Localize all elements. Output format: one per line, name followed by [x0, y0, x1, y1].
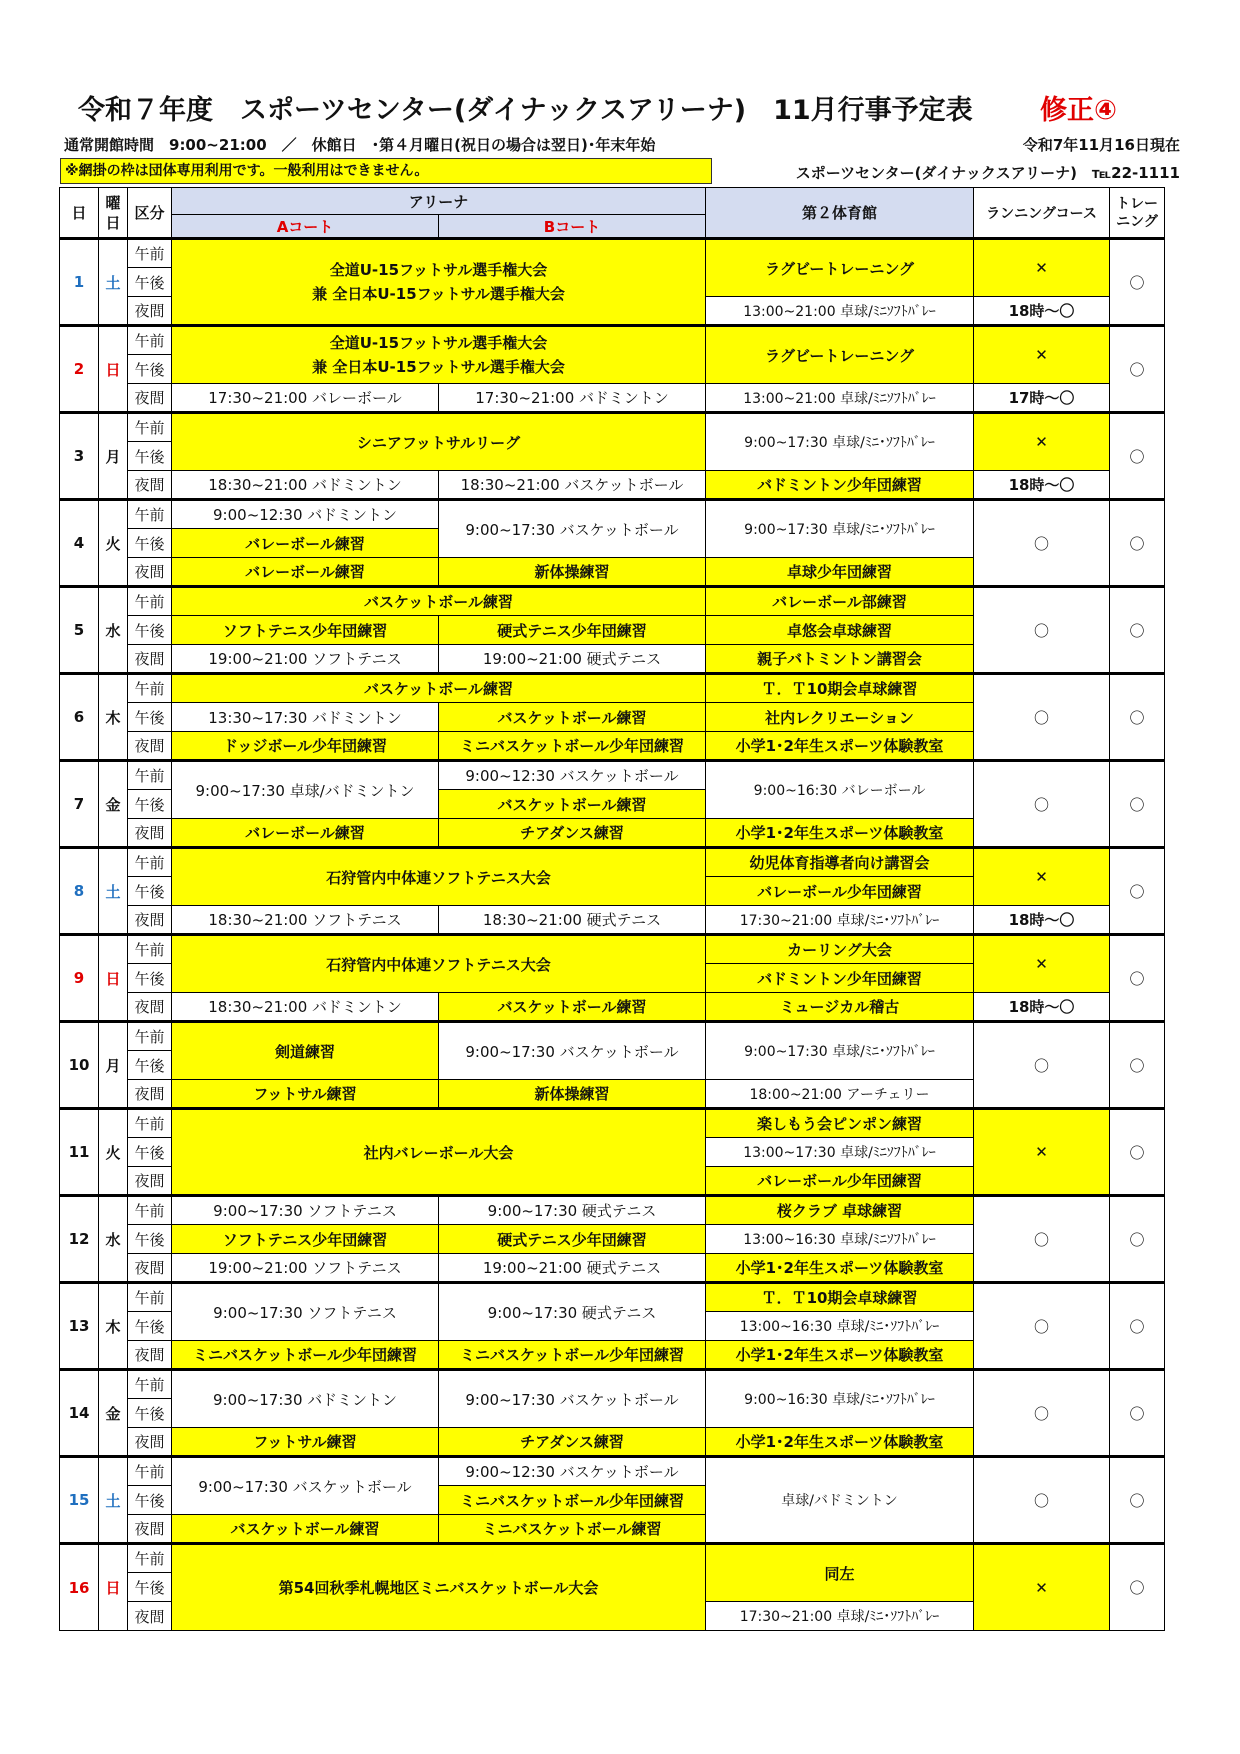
period-label: 夜間 — [128, 1515, 172, 1544]
court-b-booking: 19:00~21:00 硬式テニス — [439, 1254, 706, 1283]
open-icon: 〇 — [1110, 239, 1165, 326]
day-number: 10 — [60, 1022, 99, 1109]
open-icon: 〇 — [1110, 1196, 1165, 1283]
day-number: 16 — [60, 1544, 99, 1631]
period-label: 午前 — [128, 1544, 172, 1573]
court-a-booking: 17:30~21:00 バレーボール — [172, 384, 439, 413]
header-running-course: ランニングコース — [974, 188, 1110, 239]
period-label: 午後 — [128, 877, 172, 906]
period-label: 午後 — [128, 268, 172, 297]
court-b-booking: チアダンス練習 — [439, 1428, 706, 1457]
closed-icon: ✕ — [974, 935, 1110, 993]
court-a-booking: 13:30~17:30 バドミントン — [172, 703, 439, 732]
day-number: 14 — [60, 1370, 99, 1457]
period-label: 午前 — [128, 848, 172, 877]
schedule-row — [60, 1109, 1165, 1138]
court-a-booking: 9:00~17:30 バドミントン — [172, 1370, 439, 1428]
court-b-booking: ミニバスケットボール少年団練習 — [439, 1486, 706, 1515]
open-icon: 〇 — [974, 1022, 1110, 1109]
period-label: 夜間 — [128, 297, 172, 326]
period-label: 午後 — [128, 790, 172, 819]
schedule-row — [60, 1283, 1165, 1312]
court-a-booking: 9:00~12:30 バドミントン — [172, 500, 439, 529]
court-b-booking: バスケットボール練習 — [439, 703, 706, 732]
arena-booking: 石狩管内中体連ソフトテニス大会 — [172, 935, 706, 993]
open-icon: 〇 — [1110, 1370, 1165, 1457]
weekday: 金 — [99, 1370, 128, 1457]
schedule-row — [60, 587, 1165, 616]
day-number: 6 — [60, 674, 99, 761]
period-label: 午前 — [128, 500, 172, 529]
schedule-row — [60, 935, 1165, 964]
gym2-booking: バレーボール少年団練習 — [706, 877, 974, 906]
gym2-booking: 9:00~16:30 卓球/ﾐﾆ･ｿﾌﾄﾊﾞﾚｰ — [706, 1370, 974, 1428]
arena-booking: 第54回秋季札幌地区ミニバスケットボール大会 — [172, 1544, 706, 1631]
gym2-booking: 卓球少年団練習 — [706, 558, 974, 587]
day-number: 8 — [60, 848, 99, 935]
open-icon: 〇 — [1110, 1457, 1165, 1544]
period-label: 夜間 — [128, 645, 172, 674]
court-a-booking: ソフトテニス少年団練習 — [172, 616, 439, 645]
open-icon: 〇 — [974, 500, 1110, 587]
gym2-booking: Ｔ．Ｔ10期会卓球練習 — [706, 674, 974, 703]
period-label: 午前 — [128, 935, 172, 964]
gym2-booking: 幼児体育指導者向け講習会 — [706, 848, 974, 877]
period-label: 夜間 — [128, 993, 172, 1022]
open-icon: 〇 — [974, 1370, 1110, 1457]
court-b-booking: 9:00~17:30 硬式テニス — [439, 1196, 706, 1225]
period-label: 午後 — [128, 529, 172, 558]
period-label: 午前 — [128, 1109, 172, 1138]
arena-booking: 社内バレーボール大会 — [172, 1109, 706, 1196]
period-label: 夜間 — [128, 558, 172, 587]
open-icon: 〇 — [1110, 848, 1165, 935]
court-b-booking: 9:00~17:30 バスケットボール — [439, 1022, 706, 1080]
arena-booking: シニアフットサルリーグ — [172, 413, 706, 471]
period-label: 午前 — [128, 326, 172, 355]
weekday: 火 — [99, 500, 128, 587]
court-b-booking: 新体操練習 — [439, 1080, 706, 1109]
period-label: 午前 — [128, 761, 172, 790]
day-number: 7 — [60, 761, 99, 848]
day-number: 3 — [60, 413, 99, 500]
period-label: 夜間 — [128, 1167, 172, 1196]
open-icon: 〇 — [1110, 1022, 1165, 1109]
weekday: 月 — [99, 1022, 128, 1109]
gym2-booking: 親子バトミントン講習会 — [706, 645, 974, 674]
gym2-booking: カーリング大会 — [706, 935, 974, 964]
gym2-booking: 13:00~17:30 卓球/ﾐﾆｿﾌﾄﾊﾞﾚｰ — [706, 1138, 974, 1167]
header-court-b: Bコート — [439, 215, 706, 239]
schedule-row — [60, 674, 1165, 703]
gym2-booking: 13:00~21:00 卓球/ﾐﾆｿﾌﾄﾊﾞﾚｰ — [706, 384, 974, 413]
period-label: 夜間 — [128, 1428, 172, 1457]
weekday: 水 — [99, 587, 128, 674]
gym2-booking: 9:00~17:30 卓球/ﾐﾆ･ｿﾌﾄﾊﾞﾚｰ — [706, 413, 974, 471]
day-number: 9 — [60, 935, 99, 1022]
gym2-booking: 楽しもう会ピンポン練習 — [706, 1109, 974, 1138]
period-label: 午前 — [128, 239, 172, 268]
gym2-booking: 卓悠会卓球練習 — [706, 616, 974, 645]
court-b-booking: 硬式テニス少年団練習 — [439, 1225, 706, 1254]
gym2-booking: バレーボール部練習 — [706, 587, 974, 616]
header-day: 日 — [60, 188, 99, 239]
court-a-booking: ミニバスケットボール少年団練習 — [172, 1341, 439, 1370]
court-a-booking: 9:00~17:30 ソフトテニス — [172, 1196, 439, 1225]
gym2-booking: 社内レクリエーション — [706, 703, 974, 732]
period-label: 午前 — [128, 1370, 172, 1399]
schedule-row — [60, 413, 1165, 442]
running-course-note: 18時～〇 — [974, 906, 1110, 935]
period-label: 午前 — [128, 587, 172, 616]
period-label: 午前 — [128, 1283, 172, 1312]
weekday: 火 — [99, 1109, 128, 1196]
gym2-booking: 9:00~16:30 バレーボール — [706, 761, 974, 819]
open-icon: 〇 — [1110, 935, 1165, 1022]
running-course-note: 18時～〇 — [974, 993, 1110, 1022]
court-b-booking: ミニバスケットボール少年団練習 — [439, 1341, 706, 1370]
court-a-booking: バレーボール練習 — [172, 558, 439, 587]
open-icon: 〇 — [1110, 326, 1165, 413]
header-training: トレーニング — [1110, 188, 1165, 239]
court-a-booking: ソフトテニス少年団練習 — [172, 1225, 439, 1254]
arena-booking: バスケットボール練習 — [172, 587, 706, 616]
period-label: 午後 — [128, 1138, 172, 1167]
open-icon: 〇 — [1110, 500, 1165, 587]
day-number: 1 — [60, 239, 99, 326]
period-label: 午後 — [128, 442, 172, 471]
court-a-booking: フットサル練習 — [172, 1080, 439, 1109]
schedule-table — [59, 187, 1165, 1631]
header-gym2: 第２体育館 — [706, 188, 974, 239]
period-label: 午後 — [128, 703, 172, 732]
page-title: 令和７年度 スポーツセンター(ダイナックスアリーナ) 11月行事予定表 — [78, 95, 973, 126]
court-a-booking: ドッジボール少年団練習 — [172, 732, 439, 761]
period-label: 午後 — [128, 1573, 172, 1602]
schedule-row — [60, 1196, 1165, 1225]
court-a-booking: 9:00~17:30 卓球/バドミントン — [172, 761, 439, 819]
period-label: 夜間 — [128, 1254, 172, 1283]
court-b-booking: 新体操練習 — [439, 558, 706, 587]
schedule-row — [60, 500, 1165, 529]
as-of-date: 令和7年11月16日現在 — [1022, 136, 1180, 154]
open-icon: 〇 — [1110, 1283, 1165, 1370]
weekday: 土 — [99, 1457, 128, 1544]
gym2-booking: Ｔ．Ｔ10期会卓球練習 — [706, 1283, 974, 1312]
court-a-booking: 19:00~21:00 ソフトテニス — [172, 1254, 439, 1283]
court-a-booking: 9:00~17:30 ソフトテニス — [172, 1283, 439, 1341]
open-icon: 〇 — [1110, 1544, 1165, 1631]
schedule-row — [60, 848, 1165, 877]
gym2-booking: 9:00~17:30 卓球/ﾐﾆ･ｿﾌﾄﾊﾞﾚｰ — [706, 1022, 974, 1080]
running-course-note: 18時～〇 — [974, 471, 1110, 500]
schedule-row — [60, 906, 1165, 935]
open-icon: 〇 — [1110, 587, 1165, 674]
weekday: 日 — [99, 935, 128, 1022]
open-icon: 〇 — [1110, 761, 1165, 848]
closed-icon: ✕ — [974, 326, 1110, 384]
running-course-note: 17時～〇 — [974, 384, 1110, 413]
weekday: 日 — [99, 1544, 128, 1631]
period-label: 午後 — [128, 964, 172, 993]
arena-booking: 全道U-15フットサル選手権大会 兼 全日本U-15フットサル選手権大会 — [172, 239, 706, 326]
court-b-booking: バスケットボール練習 — [439, 790, 706, 819]
weekday: 月 — [99, 413, 128, 500]
schedule-row — [60, 761, 1165, 790]
period-label: 夜間 — [128, 732, 172, 761]
gym2-booking: 17:30~21:00 卓球/ﾐﾆ･ｿﾌﾄﾊﾞﾚｰ — [706, 906, 974, 935]
closed-icon: ✕ — [974, 1544, 1110, 1631]
schedule-row — [60, 1457, 1165, 1486]
closed-icon: ✕ — [974, 239, 1110, 297]
court-a-booking: 剣道練習 — [172, 1022, 439, 1080]
court-b-booking: 9:00~17:30 バスケットボール — [439, 1370, 706, 1428]
court-a-booking: 19:00~21:00 ソフトテニス — [172, 645, 439, 674]
gym2-booking: ラグビートレーニング — [706, 326, 974, 384]
gym2-booking: 13:00~16:30 卓球/ﾐﾆ･ｿﾌﾄﾊﾞﾚｰ — [706, 1312, 974, 1341]
weekday: 土 — [99, 848, 128, 935]
arena-booking: 石狩管内中体連ソフトテニス大会 — [172, 848, 706, 906]
court-b-booking: 硬式テニス少年団練習 — [439, 616, 706, 645]
period-label: 午後 — [128, 1312, 172, 1341]
court-a-booking: フットサル練習 — [172, 1428, 439, 1457]
schedule-row — [60, 384, 1165, 413]
court-b-booking: 18:30~21:00 硬式テニス — [439, 906, 706, 935]
gym2-booking: 小学1･2年生スポーツ体験教室 — [706, 1341, 974, 1370]
court-b-booking: バスケットボール練習 — [439, 993, 706, 1022]
court-a-booking: 18:30~21:00 バドミントン — [172, 993, 439, 1022]
day-number: 11 — [60, 1109, 99, 1196]
contact-info: スポーツセンター(ダイナックスアリーナ) ℡22-1111 — [795, 164, 1180, 182]
court-b-booking: ミニバスケットボール少年団練習 — [439, 732, 706, 761]
schedule-row — [60, 993, 1165, 1022]
gym2-booking: 小学1･2年生スポーツ体験教室 — [706, 1428, 974, 1457]
court-a-booking: バレーボール練習 — [172, 529, 439, 558]
court-b-booking: チアダンス練習 — [439, 819, 706, 848]
period-label: 午前 — [128, 1196, 172, 1225]
day-number: 2 — [60, 326, 99, 413]
schedule-row — [60, 1022, 1165, 1051]
court-b-booking: 9:00~12:30 バスケットボール — [439, 1457, 706, 1486]
header-arena: アリーナ — [172, 188, 706, 215]
opening-hours: 通常開館時間 9:00~21:00 ／ 休館日 ･第４月曜日(祝日の場合は翌日)･年末年始 — [64, 136, 656, 154]
court-a-booking: バレーボール練習 — [172, 819, 439, 848]
gym2-booking: 13:00~21:00 卓球/ﾐﾆｿﾌﾄﾊﾞﾚｰ — [706, 297, 974, 326]
court-b-booking: 9:00~17:30 バスケットボール — [439, 500, 706, 558]
schedule-row — [60, 326, 1165, 355]
day-number: 5 — [60, 587, 99, 674]
weekday: 水 — [99, 1196, 128, 1283]
period-label: 午後 — [128, 1486, 172, 1515]
court-a-booking: 18:30~21:00 ソフトテニス — [172, 906, 439, 935]
schedule-row — [60, 239, 1165, 268]
court-a-booking: バスケットボール練習 — [172, 1515, 439, 1544]
shading-note: ※網掛の枠は団体専用利用です。一般利用はできません。 — [60, 158, 712, 184]
weekday: 木 — [99, 1283, 128, 1370]
running-course-note: 18時～〇 — [974, 297, 1110, 326]
period-label: 午前 — [128, 413, 172, 442]
gym2-booking: 18:00~21:00 アーチェリー — [706, 1080, 974, 1109]
period-label: 午後 — [128, 1051, 172, 1080]
weekday: 金 — [99, 761, 128, 848]
gym2-booking: 小学1･2年生スポーツ体験教室 — [706, 1254, 974, 1283]
closed-icon: ✕ — [974, 848, 1110, 906]
court-b-booking: 18:30~21:00 バスケットボール — [439, 471, 706, 500]
weekday: 日 — [99, 326, 128, 413]
court-a-booking: 9:00~17:30 バスケットボール — [172, 1457, 439, 1515]
open-icon: 〇 — [1110, 413, 1165, 500]
header-weekday: 曜日 — [99, 188, 128, 239]
weekday: 土 — [99, 239, 128, 326]
gym2-booking: ミュージカル稽古 — [706, 993, 974, 1022]
gym2-booking: 小学1･2年生スポーツ体験教室 — [706, 732, 974, 761]
open-icon: 〇 — [974, 587, 1110, 674]
schedule-row — [60, 1370, 1165, 1399]
gym2-booking: バドミントン少年団練習 — [706, 964, 974, 993]
period-label: 午後 — [128, 1225, 172, 1254]
court-b-booking: 9:00~12:30 バスケットボール — [439, 761, 706, 790]
period-label: 夜間 — [128, 1602, 172, 1631]
open-icon: 〇 — [974, 1283, 1110, 1370]
weekday: 木 — [99, 674, 128, 761]
open-icon: 〇 — [974, 1196, 1110, 1283]
period-label: 午前 — [128, 1022, 172, 1051]
day-number: 13 — [60, 1283, 99, 1370]
gym2-booking: 桜クラブ 卓球練習 — [706, 1196, 974, 1225]
open-icon: 〇 — [1110, 1109, 1165, 1196]
gym2-booking: バドミントン少年団練習 — [706, 471, 974, 500]
court-b-booking: 9:00~17:30 硬式テニス — [439, 1283, 706, 1341]
court-b-booking: ミニバスケットボール練習 — [439, 1515, 706, 1544]
gym2-booking: 13:00~16:30 卓球/ﾐﾆｿﾌﾄﾊﾞﾚｰ — [706, 1225, 974, 1254]
court-a-booking: 18:30~21:00 バドミントン — [172, 471, 439, 500]
open-icon: 〇 — [974, 761, 1110, 848]
revision-label: 修正④ — [1040, 95, 1117, 126]
period-label: 夜間 — [128, 906, 172, 935]
gym2-booking: ラグビートレーニング — [706, 239, 974, 297]
period-label: 夜間 — [128, 1080, 172, 1109]
open-icon: 〇 — [1110, 674, 1165, 761]
day-number: 12 — [60, 1196, 99, 1283]
period-label: 夜間 — [128, 1341, 172, 1370]
header-period: 区分 — [128, 188, 172, 239]
gym2-booking: 卓球/バドミントン — [706, 1457, 974, 1544]
period-label: 夜間 — [128, 471, 172, 500]
gym2-booking: 小学1･2年生スポーツ体験教室 — [706, 819, 974, 848]
day-number: 15 — [60, 1457, 99, 1544]
open-icon: 〇 — [974, 1457, 1110, 1544]
period-label: 午後 — [128, 1399, 172, 1428]
period-label: 午前 — [128, 674, 172, 703]
period-label: 夜間 — [128, 819, 172, 848]
court-b-booking: 19:00~21:00 硬式テニス — [439, 645, 706, 674]
header-court-a: Aコート — [172, 215, 439, 239]
period-label: 夜間 — [128, 384, 172, 413]
gym2-booking: 17:30~21:00 卓球/ﾐﾆ･ｿﾌﾄﾊﾞﾚｰ — [706, 1602, 974, 1631]
gym2-booking: 同左 — [706, 1544, 974, 1602]
arena-booking: バスケットボール練習 — [172, 674, 706, 703]
gym2-booking: バレーボール少年団練習 — [706, 1167, 974, 1196]
day-number: 4 — [60, 500, 99, 587]
open-icon: 〇 — [974, 674, 1110, 761]
closed-icon: ✕ — [974, 413, 1110, 471]
arena-booking: 全道U-15フットサル選手権大会 兼 全日本U-15フットサル選手権大会 — [172, 326, 706, 384]
closed-icon: ✕ — [974, 1109, 1110, 1196]
period-label: 午前 — [128, 1457, 172, 1486]
period-label: 午後 — [128, 355, 172, 384]
period-label: 午後 — [128, 616, 172, 645]
schedule-row — [60, 1544, 1165, 1573]
schedule-row — [60, 471, 1165, 500]
court-b-booking: 17:30~21:00 バドミントン — [439, 384, 706, 413]
gym2-booking: 9:00~17:30 卓球/ﾐﾆ･ｿﾌﾄﾊﾞﾚｰ — [706, 500, 974, 558]
